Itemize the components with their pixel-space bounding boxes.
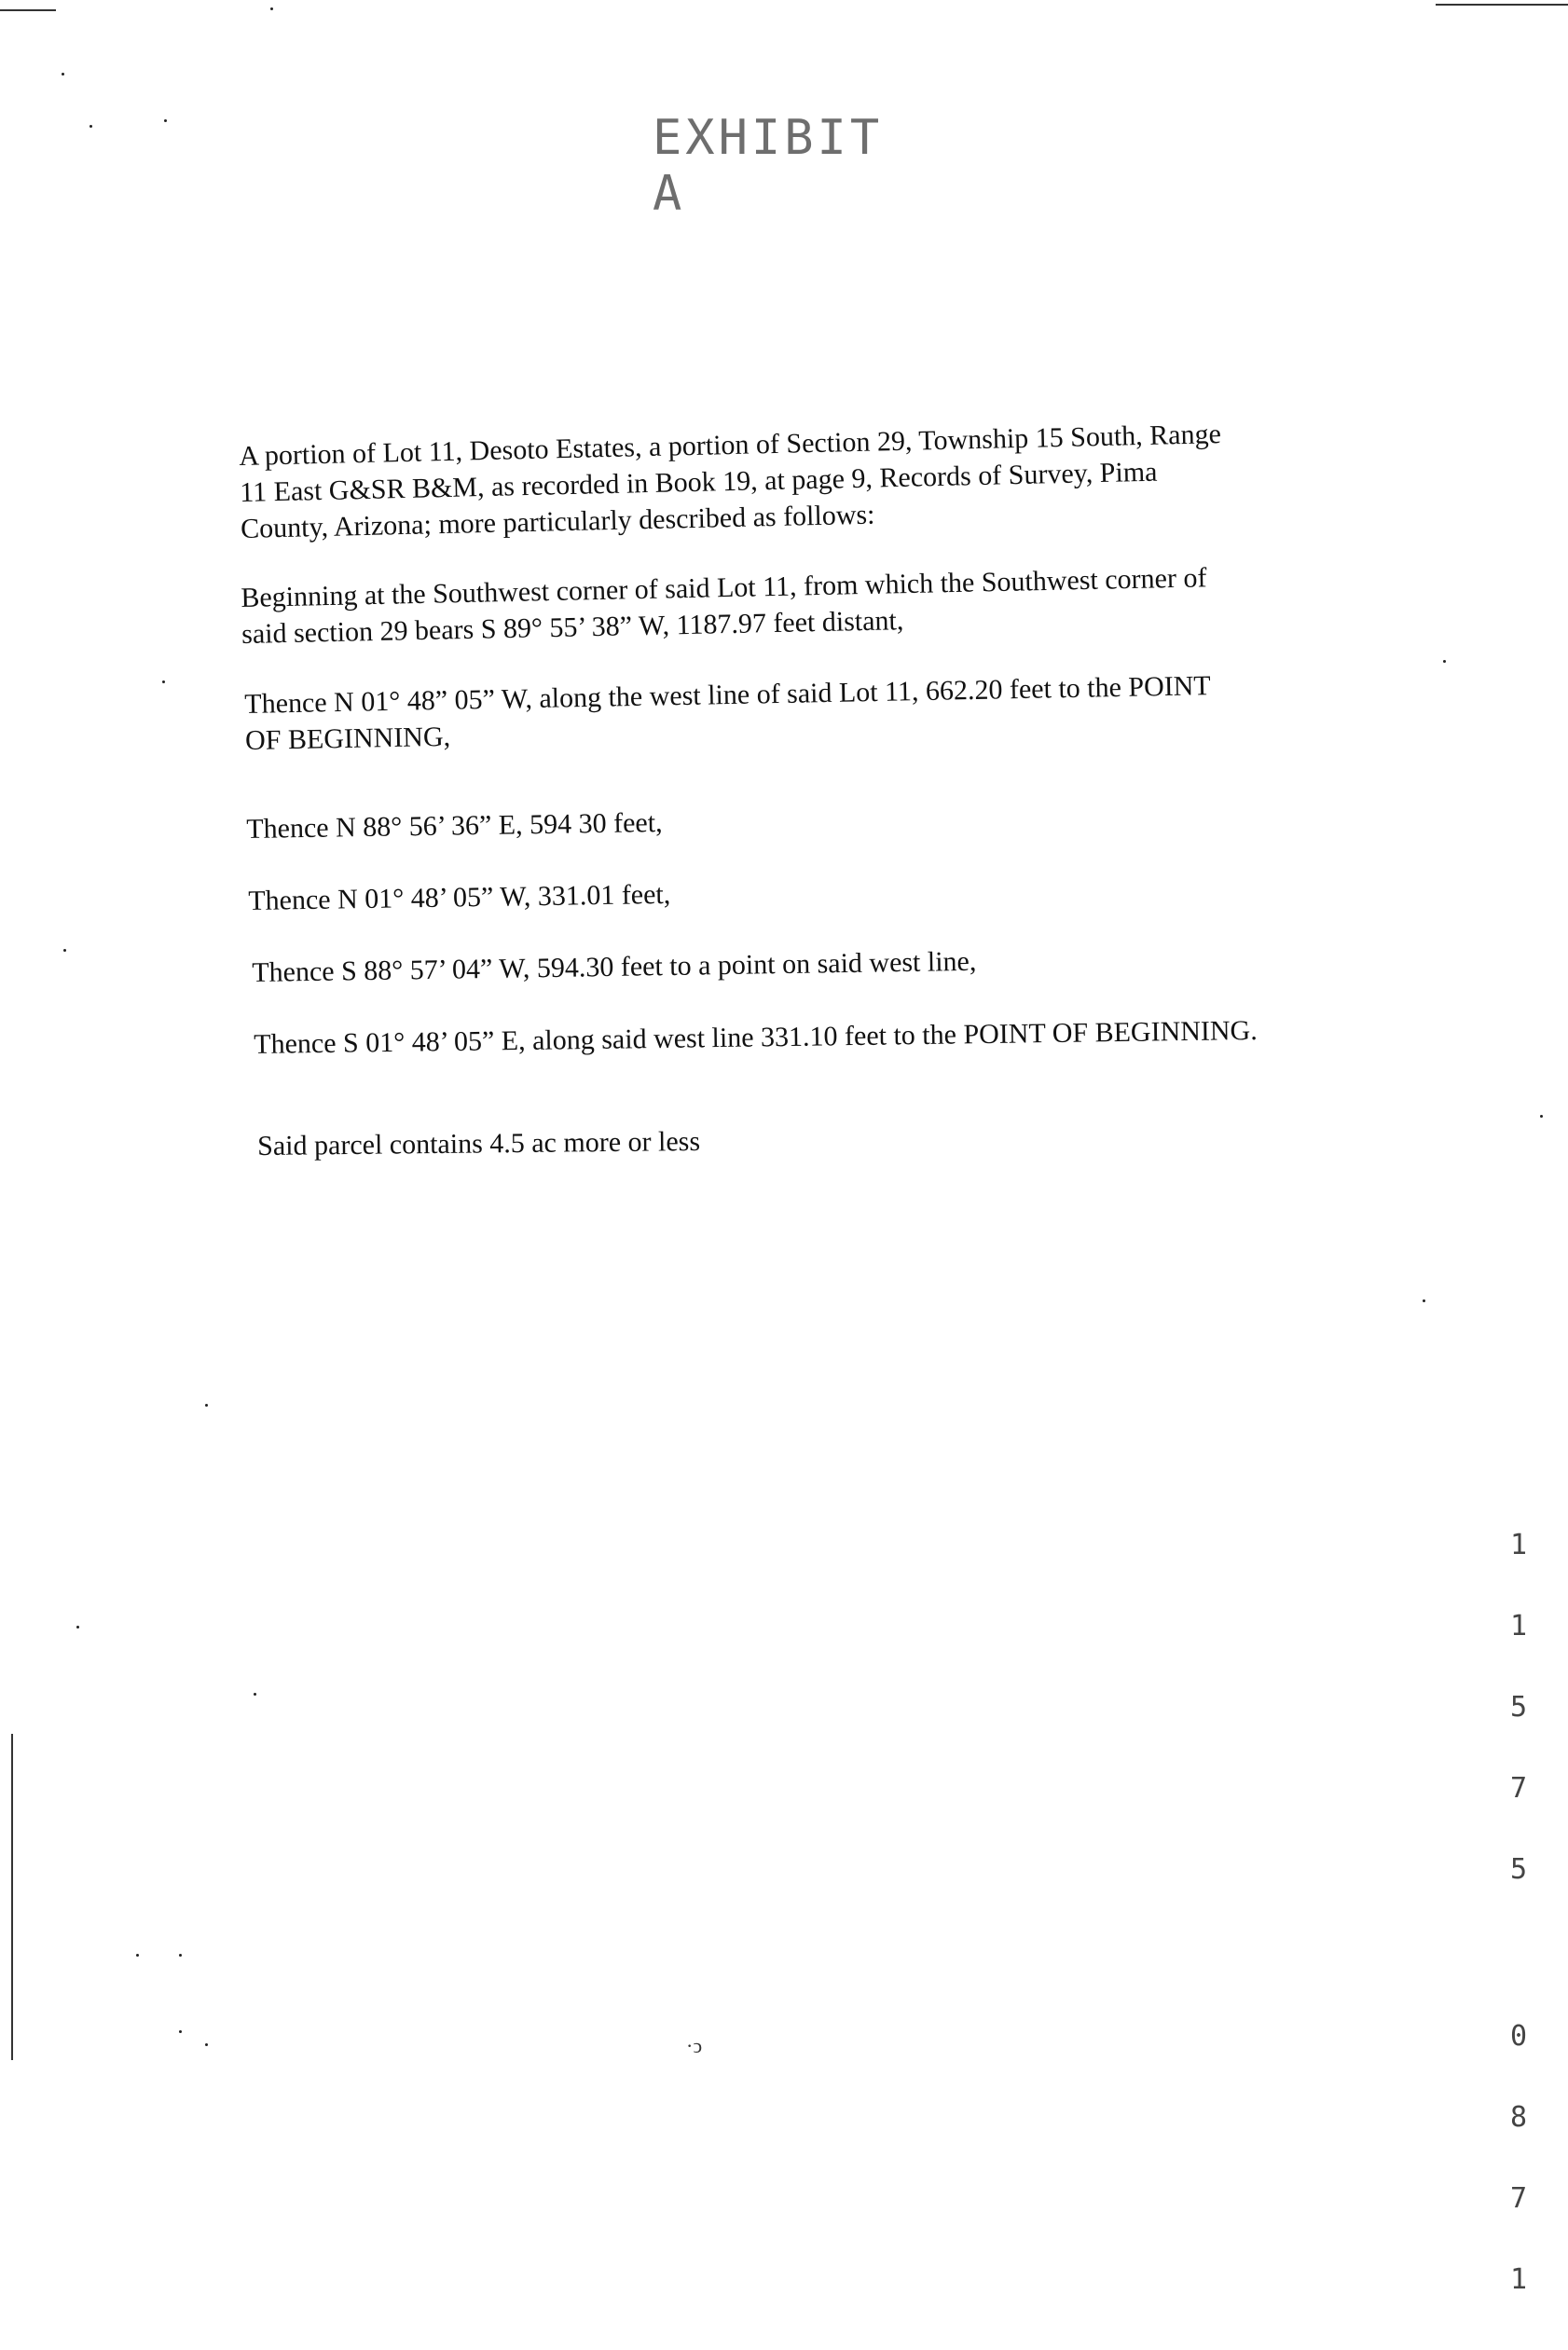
stamp-digit: 0: [1509, 2020, 1528, 2053]
thence-call-2: Thence N 88° 56’ 36” E, 594 30 feet,: [246, 806, 663, 845]
scan-speck: [270, 7, 273, 10]
stamp-digit: 5: [1509, 1691, 1528, 1724]
scan-speck: [63, 949, 66, 952]
text-line: OF BEGINNING,: [244, 721, 451, 756]
stamp-digit: 5: [1509, 1853, 1528, 1886]
beginning-call: [241, 559, 1208, 653]
scan-speck: [179, 1954, 182, 1957]
text-line: 11 East G&SR B&M, as recorded in Book 19, at page 9, Records of Survey, Pima: [239, 456, 1158, 508]
text-line: County, Arizona; more particularly described as follows:: [240, 499, 875, 544]
stamp-digit: 8: [1509, 2101, 1528, 2134]
footer-mark: ·ↄ: [686, 2034, 703, 2057]
text-line: Thence N 01° 48” 05” W, along the west line of said Lot 11, 662.20 feet to the POINT: [244, 670, 1212, 720]
scan-speck: [1540, 1115, 1543, 1118]
scan-speck: [1443, 660, 1446, 663]
thence-call-1: [244, 667, 1212, 759]
scan-speck: [205, 1404, 208, 1407]
scan-speck: [162, 680, 165, 683]
scan-speck: [164, 119, 167, 122]
exhibit-title: EXHIBIT A: [653, 110, 884, 222]
parcel-description: [239, 416, 1223, 547]
scan-speck: [179, 2030, 182, 2033]
thence-call-4: Thence S 88° 57’ 04” W, 594.30 feet to a point on said west line,: [252, 945, 977, 988]
scan-speck: [76, 1626, 79, 1629]
scan-edge-top-right: [1436, 4, 1568, 6]
stamp-gap: [1505, 1937, 1533, 1969]
scan-edge-left-lower: [11, 1734, 13, 2060]
text-line: A portion of Lot 11, Desoto Estates, a portion of Section 29, Township 15 South, Range: [239, 419, 1222, 472]
area-statement: Said parcel contains 4.5 ac more or less: [257, 1126, 701, 1161]
thence-call-5: Thence S 01° 48’ 05” E, along said west line 331.10 feet to the POINT OF BEGINNING.: [254, 1014, 1258, 1060]
scan-speck: [62, 73, 64, 76]
stamp-digit: 1: [1509, 1529, 1528, 1561]
scan-speck: [205, 2043, 208, 2046]
stamp-digit: 7: [1509, 2182, 1528, 2215]
text-line: said section 29 bears S 89° 55’ 38” W, 1187.97 feet distant,: [241, 605, 904, 650]
scan-speck: [1423, 1299, 1425, 1302]
scan-edge-top-left: [0, 9, 56, 11]
scan-speck: [89, 125, 92, 128]
stamp-digit: 1: [1509, 1610, 1528, 1642]
recording-stamp: [1505, 1477, 1533, 2347]
stamp-digit: 7: [1509, 1772, 1528, 1805]
thence-call-3: Thence N 01° 48’ 05” W, 331.01 feet,: [248, 878, 671, 916]
scan-speck: [254, 1693, 256, 1696]
text-line: Beginning at the Southwest corner of said Lot 11, from which the Southwest corner of: [241, 562, 1207, 613]
scan-speck: [136, 1954, 139, 1957]
stamp-digit: 1: [1509, 2263, 1528, 2296]
